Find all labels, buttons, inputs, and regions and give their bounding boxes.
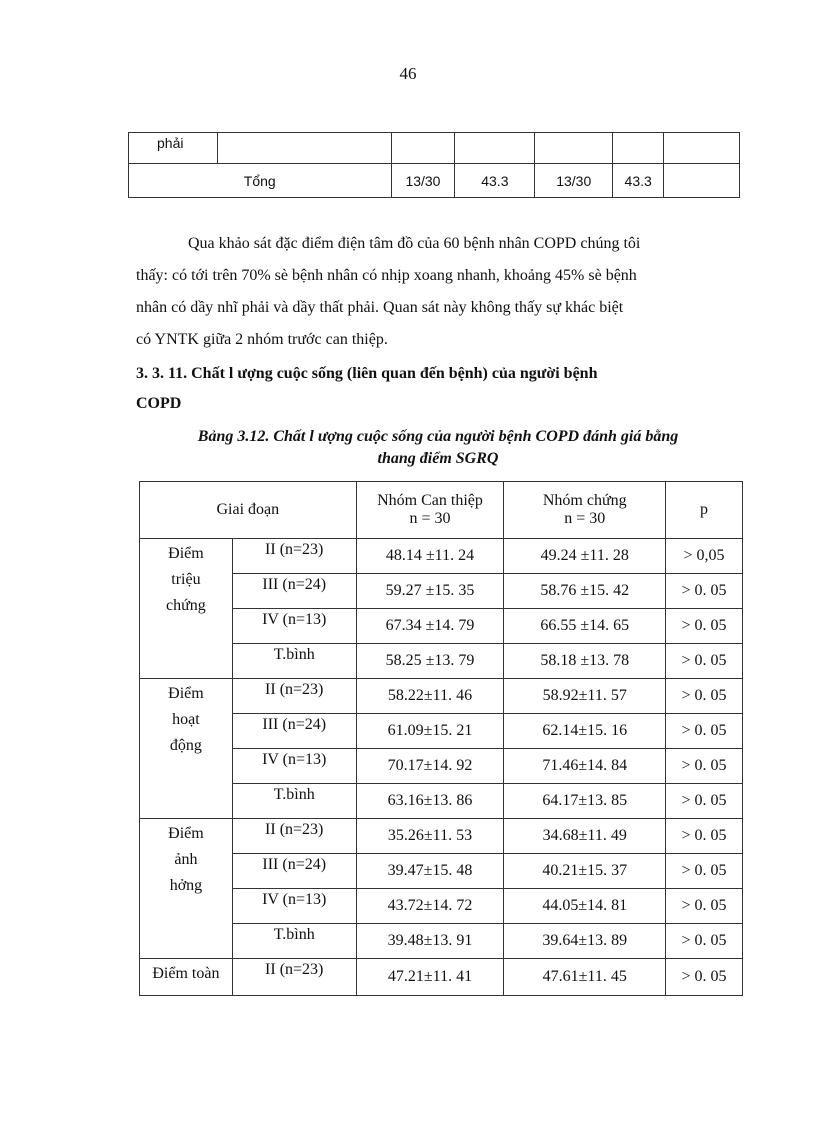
p-value: > 0. 05 (666, 819, 743, 854)
header-control-name: Nhóm chứng (542, 492, 627, 509)
control-value: 40.21±15. 37 (504, 854, 666, 889)
top-table (128, 132, 740, 198)
p-value: > 0. 05 (666, 644, 743, 679)
p-value: > 0. 05 (666, 679, 743, 714)
group-label-line: ảnh (174, 851, 198, 868)
control-value: 47.61±11. 45 (504, 959, 666, 996)
group-label (140, 959, 233, 996)
group-label (140, 819, 233, 959)
intervention-value: 59.27 ±15. 35 (356, 574, 504, 609)
paragraph-line: có YNTK giữa 2 nhóm trước can thiệp. (136, 331, 388, 348)
table-row (129, 164, 740, 198)
p-value: > 0,05 (666, 539, 743, 574)
stage-cell: IV (n=13) (232, 609, 356, 644)
group-label-line: Điểm (168, 825, 204, 842)
row-label: phải (129, 133, 218, 164)
control-value: 58.18 ±13. 78 (504, 644, 666, 679)
control-value: 64.17±13. 85 (504, 784, 666, 819)
stage-cell: II (n=23) (232, 539, 356, 574)
group-label-line: động (169, 737, 202, 754)
body-paragraph (136, 228, 740, 356)
control-value: 39.64±13. 89 (504, 924, 666, 959)
intervention-value: 48.14 ±11. 24 (356, 539, 504, 574)
control-value: 49.24 ±11. 28 (504, 539, 666, 574)
paragraph-line: Qua khảo sát đặc điểm điện tâm đồ của 60 bệnh nhân COPD chúng tôi (188, 235, 641, 252)
stage-cell: II (n=23) (232, 679, 356, 714)
header-intervention-name: Nhóm Can thiệp (377, 492, 483, 509)
header-control-n: n = 30 (564, 510, 606, 527)
p-value: > 0. 05 (666, 609, 743, 644)
table-cell: 43.3 (613, 164, 664, 198)
control-value: 71.46±14. 84 (504, 749, 666, 784)
stage-cell: T.bình (232, 924, 356, 959)
header-stage: Giai đoạn (140, 482, 357, 539)
caption-line: Bảng 3.12. Chất l ượng cuộc sống của người bệnh COPD đánh giá bằng (197, 428, 679, 445)
header-control (504, 482, 666, 539)
caption-line: thang điểm SGRQ (377, 450, 499, 467)
control-value: 62.14±15. 16 (504, 714, 666, 749)
table-caption (136, 426, 740, 470)
stage-cell: T.bình (232, 784, 356, 819)
intervention-value: 67.34 ±14. 79 (356, 609, 504, 644)
group-label (140, 539, 233, 679)
stage-cell: III (n=24) (232, 574, 356, 609)
group-label-line: chứng (166, 597, 206, 614)
control-value: 44.05±14. 81 (504, 889, 666, 924)
sgrq-table (139, 481, 743, 996)
stage-cell: II (n=23) (232, 959, 356, 996)
intervention-value: 47.21±11. 41 (356, 959, 504, 996)
group-label-line: hởng (169, 877, 203, 894)
p-value: > 0. 05 (666, 749, 743, 784)
group-label-line: Điểm (168, 545, 204, 562)
stage-cell: III (n=24) (232, 714, 356, 749)
stage-cell: T.bình (232, 644, 356, 679)
stage-cell: IV (n=13) (232, 889, 356, 924)
intervention-value: 70.17±14. 92 (356, 749, 504, 784)
intervention-value: 39.47±15. 48 (356, 854, 504, 889)
control-value: 58.92±11. 57 (504, 679, 666, 714)
group-label-line: hoạt (172, 711, 200, 728)
p-value: > 0. 05 (666, 574, 743, 609)
page-number: 46 (399, 64, 417, 83)
p-value: > 0. 05 (666, 784, 743, 819)
stage-cell: II (n=23) (232, 819, 356, 854)
table-row (140, 539, 743, 574)
table-body (140, 539, 743, 996)
table-row (129, 133, 740, 164)
group-label-line: Điểm toàn (152, 965, 220, 982)
group-label (140, 679, 233, 819)
stage-cell: III (n=24) (232, 854, 356, 889)
table-cell: 13/30 (535, 164, 613, 198)
group-label-line: Điểm (168, 685, 204, 702)
group-label-line: triệu (171, 571, 201, 588)
intervention-value: 58.22±11. 46 (356, 679, 504, 714)
p-value: > 0. 05 (666, 889, 743, 924)
header-intervention-n: n = 30 (409, 510, 451, 527)
total-label: Tổng (129, 164, 392, 198)
intervention-value: 43.72±14. 72 (356, 889, 504, 924)
intervention-value: 35.26±11. 53 (356, 819, 504, 854)
paragraph-line: thấy: có tới trên 70% sè bệnh nhân có nhịp xoang nhanh, khoảng 45% sè bệnh (136, 267, 637, 284)
intervention-value: 61.09±15. 21 (356, 714, 504, 749)
table-row (140, 959, 743, 996)
control-value: 66.55 ±14. 65 (504, 609, 666, 644)
p-value: > 0. 05 (666, 924, 743, 959)
intervention-value: 39.48±13. 91 (356, 924, 504, 959)
section-heading-line: 3. 3. 11. Chất l ượng cuộc sống (liên quan đến bệnh) của người bệnh (136, 365, 598, 382)
intervention-value: 63.16±13. 86 (356, 784, 504, 819)
table-header-row (140, 482, 743, 539)
table-cell (664, 164, 740, 198)
p-value: > 0. 05 (666, 854, 743, 889)
control-value: 34.68±11. 49 (504, 819, 666, 854)
section-heading (136, 359, 740, 419)
stage-cell: IV (n=13) (232, 749, 356, 784)
table-row (140, 819, 743, 854)
table-cell: 43.3 (455, 164, 535, 198)
section-heading-line: COPD (136, 395, 182, 412)
header-p: p (666, 482, 743, 539)
header-intervention (356, 482, 504, 539)
intervention-value: 58.25 ±13. 79 (356, 644, 504, 679)
p-value: > 0. 05 (666, 959, 743, 996)
control-value: 58.76 ±15. 42 (504, 574, 666, 609)
paragraph-line: nhân có dầy nhĩ phải và dầy thất phải. Quan sát này không thấy sự khác biệt (136, 299, 624, 316)
table-cell: 13/30 (391, 164, 455, 198)
p-value: > 0. 05 (666, 714, 743, 749)
table-row (140, 679, 743, 714)
